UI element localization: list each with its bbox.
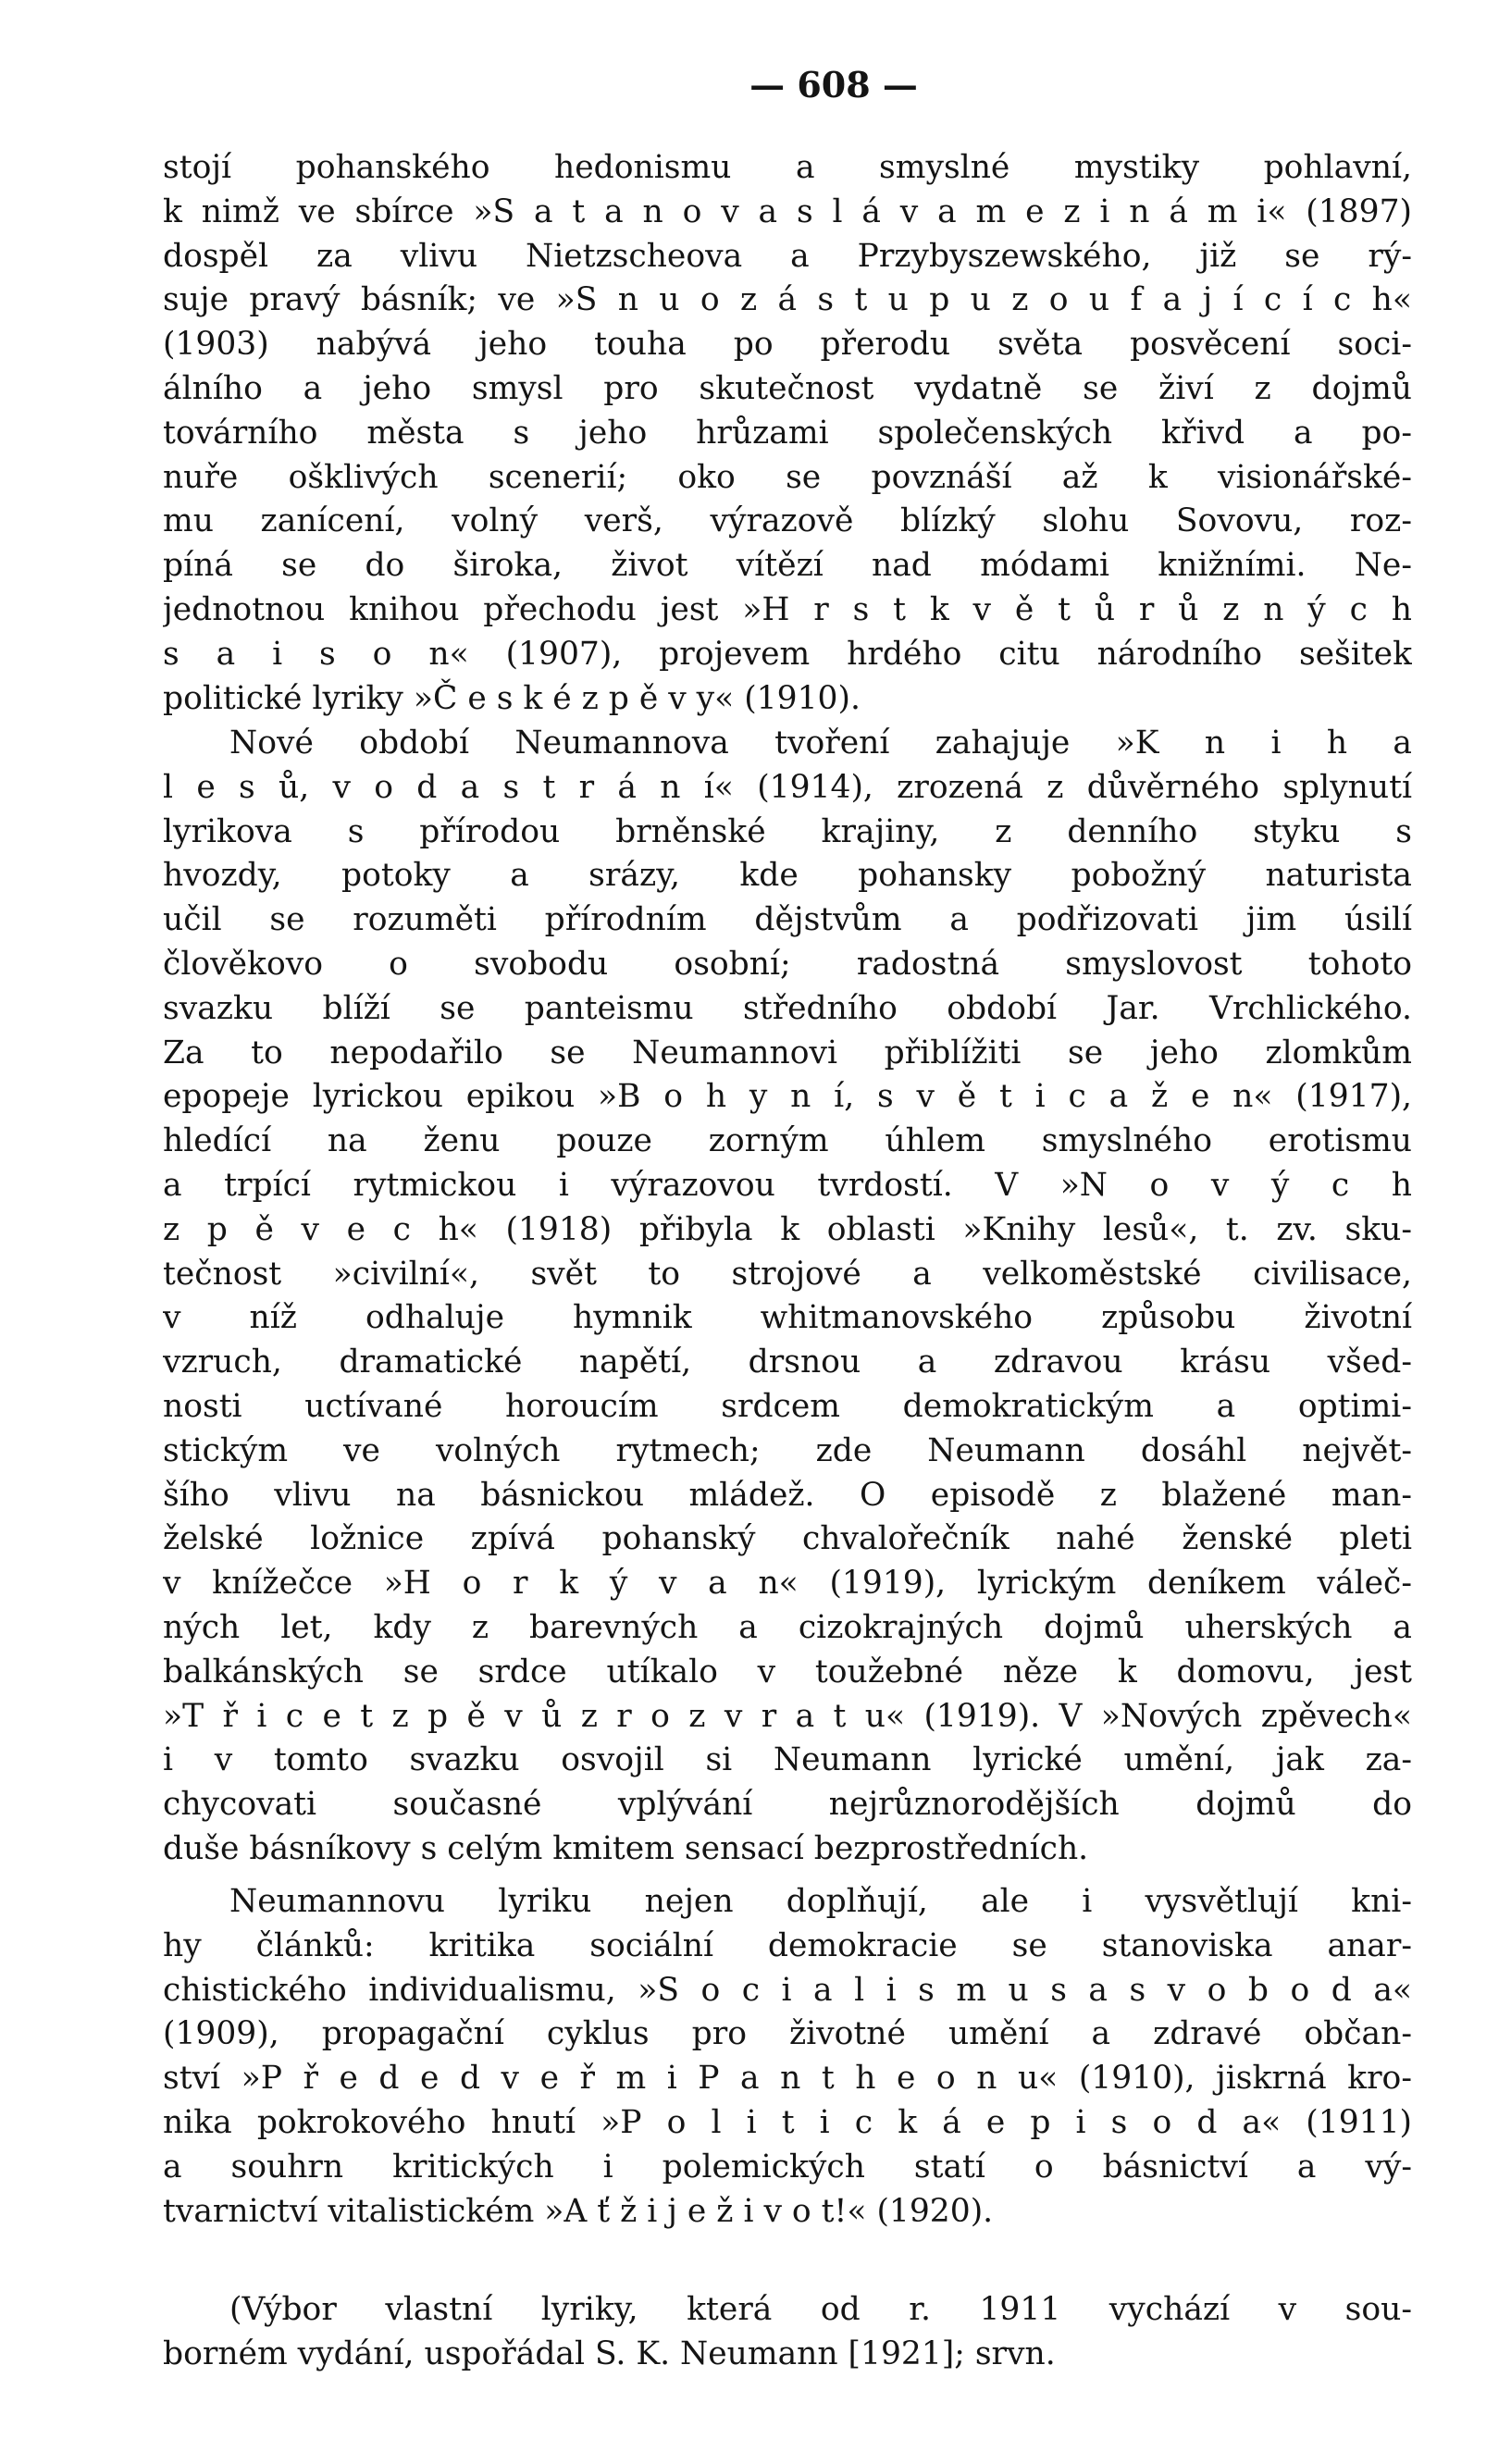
text-line: továrního města s jeho hrůzami společenských křivd a po- xyxy=(163,414,1412,452)
text-line: stickým ve volných rytmech; zde Neumann dosáhl největ- xyxy=(163,1431,1412,1469)
text-line: vzruch, dramatické napětí, drsnou a zdravou krásu všed- xyxy=(163,1343,1412,1381)
text-line: politické lyriky »Č e s k é z p ě v y« (1910). xyxy=(163,679,861,717)
text-line: balkánských se srdce utíkalo v toužebné něze k domovu, jest xyxy=(163,1653,1412,1690)
text-line: borném vydání, uspořádal S. K. Neumann [1921]; srvn. xyxy=(163,2334,1056,2372)
text-line: v knížečce »H o r k ý v a n« (1919), lyrickým deníkem váleč- xyxy=(163,1565,1412,1603)
text-line: nuře ošklivých scenerií; oko se povznáší až k visionářské- xyxy=(163,458,1412,496)
text-line: svazku blíží se panteismu středního období Jar. Vrchlického. xyxy=(163,989,1412,1027)
text-line: píná se do široka, život vítězí nad módami knižními. Ne- xyxy=(163,547,1412,585)
text-line: suje pravý básník; ve »S n u o z á s t u p u z o u f a j í c í c h« xyxy=(163,281,1412,319)
text-line: s a i s o n« (1907), projevem hrdého citu národního sešitek xyxy=(163,635,1412,673)
text-line: hledící na ženu pouze zorným úhlem smyslného erotismu xyxy=(163,1122,1412,1160)
text-line: stojí pohanského hedonismu a smyslné mystiky pohlavní, xyxy=(163,149,1412,186)
paragraph xyxy=(163,722,1412,1872)
text-line: hvozdy, potoky a srázy, kde pohansky pobožný naturista xyxy=(163,857,1412,895)
text-line: želské ložnice zpívá pohanský chvalořečník nahé ženské pleti xyxy=(163,1520,1412,1558)
text-line: álního a jeho smysl pro skutečnost vydatně se živí z dojmů xyxy=(163,369,1412,407)
text-line: jednotnou knihou přechodu jest »H r s t k v ě t ů r ů z n ý c h xyxy=(163,590,1412,628)
text-line: l e s ů, v o d a s t r á n í« (1914), zrozená z důvěrného splynutí xyxy=(163,768,1412,806)
page-number: — 608 — xyxy=(749,64,918,105)
text-line: lyrikova s přírodou brněnské krajiny, z denního styku s xyxy=(163,812,1412,850)
text-line: mu zanícení, volný verš, výrazově blízký slohu Sovovu, roz- xyxy=(163,502,1412,540)
text-line: Neumannovu lyriku nejen doplňují, ale i vysvětlují kni- xyxy=(229,1883,1412,1920)
paragraph xyxy=(163,146,1412,721)
paragraph xyxy=(163,1880,1412,2234)
text-line: ství »P ř e d e d v e ř m i P a n t h e o n u« (1910), jiskrná kro- xyxy=(163,2060,1412,2098)
text-line: nika pokrokového hnutí »P o l i t i c k á e p i s o d a« (1911) xyxy=(163,2103,1412,2141)
text-line: (1909), propagační cyklus pro životné umění a zdravé občan- xyxy=(163,2015,1412,2053)
text-line: Nové období Neumannova tvoření zahajuje »K n i h a xyxy=(229,724,1412,761)
text-line: a souhrn kritických i polemických statí o básnictví a vý- xyxy=(163,2148,1412,2185)
text-line: i v tomto svazku osvojil si Neumann lyrické umění, jak za- xyxy=(163,1741,1412,1779)
paragraph xyxy=(163,2288,1412,2377)
text-line: a trpící rytmickou i výrazovou tvrdostí. V »N o v ý c h xyxy=(163,1166,1412,1204)
text-line: z p ě v e c h« (1918) přibyla k oblasti »Knihy lesů«, t. zv. sku- xyxy=(163,1210,1412,1248)
book-page xyxy=(163,0,1412,2464)
text-line: hy článků: kritika sociální demokracie se stanoviska anar- xyxy=(163,1926,1412,1964)
text-line: dospěl za vlivu Nietzscheova a Przybyszewského, již se rý- xyxy=(163,237,1412,275)
text-line: nosti uctívané horoucím srdcem demokratickým a optimi- xyxy=(163,1387,1412,1425)
text-line: chistického individualismu, »S o c i a l i s m u s a s v o b o d a« xyxy=(163,1971,1412,2009)
text-line: tečnost »civilní«, svět to strojové a velkoměstské civilisace, xyxy=(163,1255,1412,1293)
text-line: ných let, kdy z barevných a cizokrajných dojmů uherských a xyxy=(163,1608,1412,1646)
text-line: tvarnictví vitalistickém »A ť ž i j e ž i v o t!« (1920). xyxy=(163,2192,994,2230)
text-line: Za to nepodařilo se Neumannovi přiblížiti se jeho zlomkům xyxy=(163,1034,1412,1071)
text-line: člověkovo o svobodu osobní; radostná smyslovost tohoto xyxy=(163,945,1412,983)
text-line: chycovati současné vplývání nejrůznorodějších dojmů do xyxy=(163,1786,1412,1824)
text-line: v níž odhaluje hymnik whitmanovského způsobu životní xyxy=(163,1299,1412,1337)
text-line: k nimž ve sbírce »S a t a n o v a s l á v a m e z i n á m i« (1897) xyxy=(163,192,1412,230)
text-line: »T ř i c e t z p ě v ů z r o z v r a t u« (1919). V »Nových zpěvech« xyxy=(163,1697,1412,1735)
text-line: duše básníkovy s celým kmitem sensací bezprostředních. xyxy=(163,1829,1089,1867)
text-line: šího vlivu na básnickou mládež. O episodě z blažené man- xyxy=(163,1476,1412,1514)
text-line: epopeje lyrickou epikou »B o h y n í, s v ě t i c a ž e n« (1917), xyxy=(163,1078,1412,1116)
text-line: (1903) nabývá jeho touha po přerodu světa posvěcení soci- xyxy=(163,326,1412,364)
text-line: (Výbor vlastní lyriky, která od r. 1911 vychází v sou- xyxy=(229,2291,1412,2328)
text-line: učil se rozuměti přírodním dějstvům a podřizovati jim úsilí xyxy=(163,901,1412,939)
